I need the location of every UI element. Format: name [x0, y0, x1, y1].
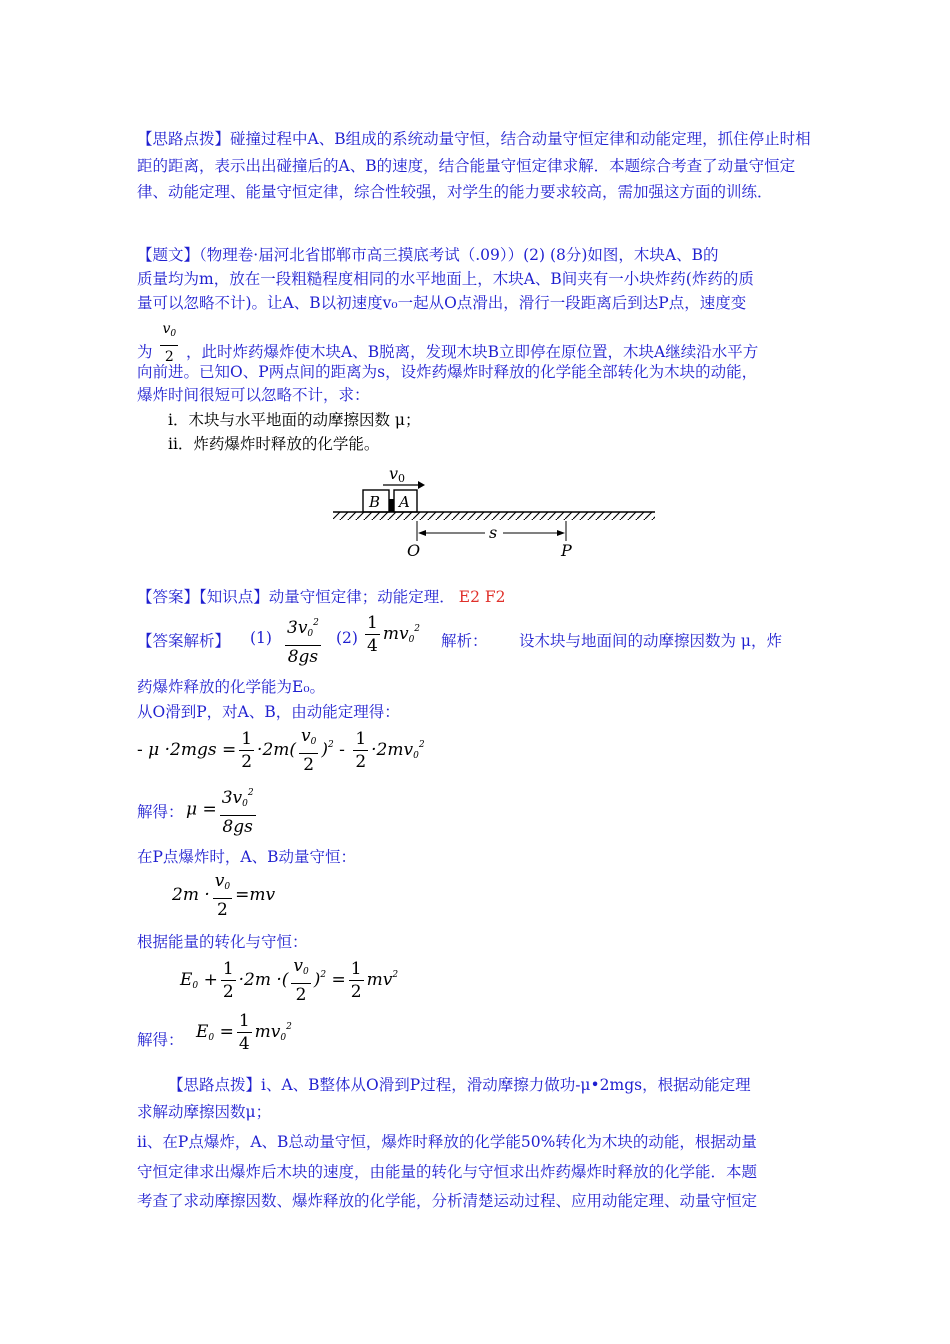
block-diagram: [325, 455, 665, 565]
block-a-label: A: [399, 493, 410, 511]
p-label: P: [561, 541, 572, 560]
hint2-line-3: ii、在P点爆炸，A、B总动量守恒，爆炸时释放的化学能50%转化为木块的动能，根据动量: [137, 1133, 757, 1151]
ground-hatch: [333, 512, 655, 520]
question-text-1: （物理卷·届河北省邯郸市高三摸底考试（.09））(2) (8分)如图，木块A、B的: [199, 246, 719, 264]
hint2-line-1: [168, 1073, 751, 1095]
explosive: [389, 499, 394, 512]
hint2-line-5: 考查了求动摩擦因数、爆炸释放的化学能，分析清楚运动过程、应用动能定理、动量守恒定: [137, 1192, 758, 1210]
analysis-tag: 【答案解析】: [137, 632, 231, 650]
question-text-4b: ，此时炸药爆炸使木块A、B脱离，发现木块B立即停在原位置，木块A继续沿水平方: [186, 343, 759, 361]
question-item-1: i．木块与水平地面的动摩擦因数 μ；: [168, 411, 421, 429]
analysis-label: 解析：: [441, 632, 488, 650]
solve-1-label: 解得：: [137, 803, 184, 821]
mu-solution: μ = $\frac{3v_0^2}{8gs}$: [186, 782, 259, 838]
knowledge-text: 动量守恒定律；动能定理．: [268, 588, 455, 606]
hint2-line-4: 守恒定律求出爆炸后木块的速度，由能量的转化与守恒求出炸药爆炸时释放的化学能．本题: [137, 1163, 758, 1181]
question-line-2: 质量均为m，放在一段粗糙程度相同的水平地面上，木块A、B间夹有一小块炸药(炸药的质: [137, 270, 754, 288]
question-tag: 【题文】: [137, 246, 200, 264]
hint-text: 碰撞过程中A、B组成的系统动量守恒，结合动量守恒定律和动能定理，抓住停止时相距的距离，表示出出碰撞后的A、B的速度，结合能量守恒定律求解．本题综合考查了动量守恒定律、动能定理、能量守恒定律，综合性较强，对学生的能力要求较高，需加强这方面的训练．: [137, 130, 811, 201]
answer-tag: 【答案】: [137, 588, 200, 606]
step-2: 在P点爆炸时，A、B动量守恒：: [137, 848, 357, 866]
analysis-n1: (1): [250, 629, 272, 647]
hint2-text-1: i、A、B整体从O滑到P过程，滑动摩擦力做功-μ•2mgs，根据动能定理: [261, 1076, 751, 1094]
question-line-6: 爆炸时间很短可以忽略不计，求：: [137, 386, 370, 404]
answer-2-formula: $\frac{1}{4}$ $mv_0^2$: [367, 613, 421, 656]
step-3: 根据能量的转化与守恒：: [137, 933, 308, 951]
s-label: s: [489, 523, 498, 542]
o-label: O: [407, 541, 421, 560]
solve-2-label: 解得：: [137, 1031, 184, 1049]
hint-tag: 【思路点拨】: [137, 130, 231, 148]
velocity-arrowhead: [418, 481, 425, 489]
knowledge-tag: 【知识点】: [199, 588, 269, 606]
hint-paragraph-1: [137, 126, 817, 206]
block-b-label: B: [369, 493, 381, 511]
question-line-5: 向前进。已知O、P两点间的距离为s，设炸药爆炸时释放的化学能全部转化为木块的动能，: [137, 363, 758, 381]
step-1: 从O滑到P，对A、B，由动能定理得：: [137, 703, 400, 721]
v0-label: v0: [389, 464, 406, 485]
hint2-line-2: 求解动摩擦因数μ；: [137, 1103, 272, 1121]
question-item-2: ii．炸药爆炸时释放的化学能。: [168, 435, 380, 453]
energy-equation: $E_0$ + $\frac{1}{2}$ ·2m ·( $\frac{v_0}{2}$ )$^2$ = $\frac{1}{2}$ $mv^2$: [180, 956, 399, 1005]
analysis-text-1: 设木块与地面间的动摩擦因数为 μ，炸: [519, 632, 783, 650]
answer-line: [137, 585, 506, 607]
hint2-tag: 【思路点拨】: [168, 1076, 262, 1094]
e0-solution: $E_0$ = $\frac{1}{4}$ $mv_0^2$: [196, 1011, 292, 1054]
analysis-n2: (2): [336, 629, 358, 647]
question-line-3: 量可以忽略不计)。让A、B以初速度v₀一起从O点滑出，滑行一段距离后到达P点，速度变: [137, 294, 747, 312]
knowledge-codes: E2 F2: [458, 588, 506, 606]
analysis-text-2: 药爆炸释放的化学能为E₀。: [137, 678, 326, 696]
momentum-equation: 2m · $\frac{v_0}{2}$ =mv: [172, 871, 276, 920]
v0-over-2-fraction: $\frac{v_0}{2}$: [160, 318, 178, 368]
question-line-1: [137, 243, 719, 265]
answer-1-formula: $\frac{3v_0^2}{8gs}$: [282, 612, 324, 668]
distance-arrow-left: [418, 530, 426, 536]
question-text-4a: 为: [137, 343, 153, 361]
distance-arrow-right: [557, 530, 565, 536]
work-energy-equation: - μ ·2mgs = $\frac{1}{2}$ ·2m( $\frac{v_0}{2}$ )$^2$ - $\frac{1}{2}$ $\cdot 2mv_0^2$: [137, 726, 425, 775]
